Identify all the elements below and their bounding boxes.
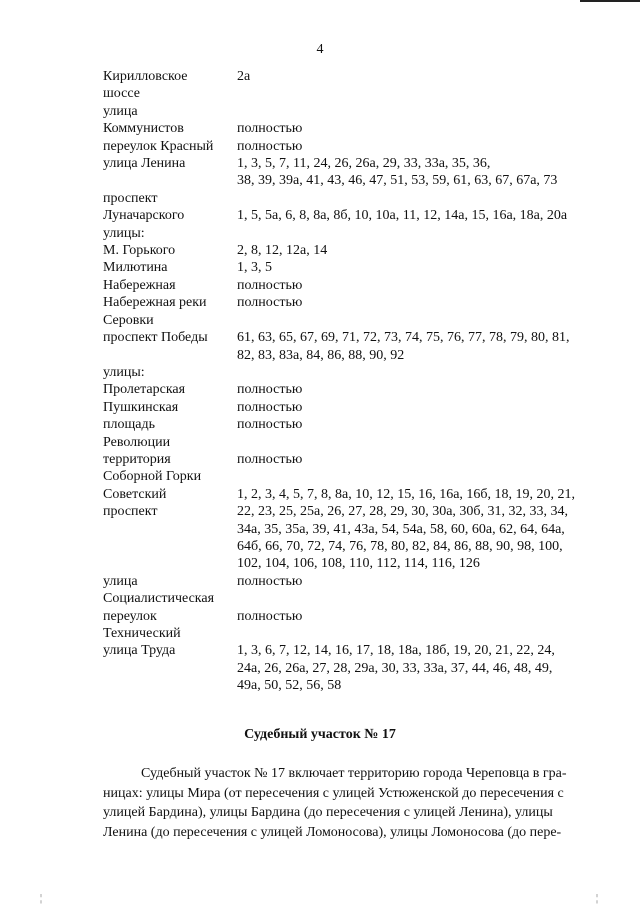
street-label-line: Пролетарская xyxy=(103,382,186,398)
street-label-line: проспект Победы xyxy=(103,330,208,346)
street-label-line: улицы: xyxy=(103,364,145,380)
street-label-line: Луначарского xyxy=(103,208,185,224)
house-numbers xyxy=(237,155,623,190)
paragraph-line: Судебный участок № 17 включает территорию города Череповца в гра- xyxy=(141,766,567,781)
house-numbers xyxy=(237,259,623,276)
table-row xyxy=(103,138,623,155)
street-label-line: площадь xyxy=(103,417,155,433)
table-row xyxy=(103,120,623,137)
house-numbers xyxy=(237,381,623,398)
street-label-line: улица xyxy=(103,103,138,119)
table-row xyxy=(103,381,623,398)
street-label xyxy=(103,451,237,486)
house-numbers-line: 49а, 50, 52, 56, 58 xyxy=(237,678,342,694)
table-row xyxy=(103,573,623,608)
house-numbers-line: 1, 3, 5 xyxy=(237,260,272,276)
house-numbers xyxy=(237,451,623,468)
house-numbers-line: полностью xyxy=(237,399,303,415)
street-label xyxy=(103,68,237,120)
house-numbers-line: 1, 3, 6, 7, 12, 14, 16, 17, 18, 18а, 18б, 19, 20, 21, 22, 24, xyxy=(237,643,555,659)
house-numbers-line: 22, 23, 25, 25а, 26, 27, 28, 29, 30, 30а, 30б, 31, 32, 33, 34, xyxy=(237,504,569,520)
street-label xyxy=(103,259,237,276)
house-numbers-line: 64б, 66, 70, 72, 74, 76, 78, 80, 82, 84, 86, 88, 90, 98, 100, xyxy=(237,538,563,554)
street-label xyxy=(103,225,237,242)
house-numbers xyxy=(237,399,623,416)
street-label-line: Пушкинская xyxy=(103,399,179,415)
house-numbers-line: 1, 5, 5а, 6, 8, 8а, 8б, 10, 10а, 11, 12, 14а, 15, 16а, 18а, 20а xyxy=(237,208,568,224)
street-label xyxy=(103,381,237,398)
table-row xyxy=(103,155,623,190)
house-numbers xyxy=(237,207,623,224)
house-numbers xyxy=(237,277,623,294)
house-numbers xyxy=(237,329,623,364)
house-numbers-line: полностью xyxy=(237,573,303,589)
street-label-line: Кирилловское xyxy=(103,69,188,84)
street-label xyxy=(103,190,237,207)
table-row xyxy=(103,399,623,416)
street-label-line: улица Ленина xyxy=(103,156,186,172)
street-label xyxy=(103,608,237,643)
house-numbers-line: 1, 2, 3, 4, 5, 7, 8, 8а, 10, 12, 15, 16, 16а, 16б, 18, 19, 20, 21, xyxy=(237,486,576,502)
house-numbers-line: полностью xyxy=(237,608,303,624)
table-row xyxy=(103,68,623,120)
house-numbers xyxy=(237,294,623,311)
house-numbers-line: 38, 39, 39а, 41, 43, 46, 47, 51, 53, 59, 61, 63, 67, 67а, 73 xyxy=(237,173,558,189)
house-numbers-line: 2, 8, 12, 12а, 14 xyxy=(237,243,328,259)
house-numbers-line: полностью xyxy=(237,138,303,154)
street-label-line: территория xyxy=(103,451,171,467)
street-label-line: улица xyxy=(103,573,138,589)
street-label xyxy=(103,120,237,137)
house-numbers xyxy=(237,642,623,694)
table-row xyxy=(103,207,623,224)
house-numbers xyxy=(237,573,623,590)
street-label xyxy=(103,138,237,155)
street-label-line: Революции xyxy=(103,434,171,450)
street-label xyxy=(103,416,237,451)
table-row xyxy=(103,608,623,643)
street-label xyxy=(103,573,237,608)
table-row xyxy=(103,642,623,694)
street-label-line: переулок xyxy=(103,608,157,624)
house-numbers-line: 34а, 35, 35а, 39, 41, 43а, 54, 54а, 58, 60, 60а, 62, 64, 64а, xyxy=(237,521,565,537)
street-label-line: Коммунистов xyxy=(103,121,184,137)
street-label-line: Набережная xyxy=(103,277,176,293)
section-heading: Судебный участок № 17 xyxy=(244,727,396,742)
street-label-line: Советский xyxy=(103,486,167,502)
table-row xyxy=(103,190,623,207)
street-label xyxy=(103,642,237,659)
table-row xyxy=(103,242,623,259)
top-rule xyxy=(580,0,640,2)
street-label-line: переулок Красный xyxy=(103,138,214,154)
address-table xyxy=(103,68,623,695)
table-row xyxy=(103,364,623,381)
table-row xyxy=(103,294,623,329)
table-row xyxy=(103,277,623,294)
scan-mark-left: ¦ xyxy=(40,893,43,904)
street-label-line: Набережная реки xyxy=(103,295,207,311)
table-row xyxy=(103,451,623,486)
house-numbers-line: полностью xyxy=(237,382,303,398)
street-label-line: проспект xyxy=(103,504,158,520)
street-label xyxy=(103,207,237,224)
house-numbers xyxy=(237,416,623,433)
scan-mark-right: ¦ xyxy=(596,893,599,904)
table-row xyxy=(103,259,623,276)
street-label xyxy=(103,364,237,381)
street-label-line: Милютина xyxy=(103,260,168,276)
house-numbers-line: 2а xyxy=(237,69,251,84)
street-label xyxy=(103,329,237,346)
house-numbers-line: 82, 83, 83а, 84, 86, 88, 90, 92 xyxy=(237,347,405,363)
house-numbers xyxy=(237,120,623,137)
paragraph-line: Ленина (до пересечения с улицей Ломоносова), улицы Ломоносова (до пере- xyxy=(103,824,562,840)
page-number: 4 xyxy=(316,42,324,57)
street-label xyxy=(103,486,237,521)
street-label xyxy=(103,242,237,259)
street-label-line: Социалистическая xyxy=(103,591,215,607)
street-label-line: Технический xyxy=(103,626,181,641)
house-numbers-line: 61, 63, 65, 67, 69, 71, 72, 73, 74, 75, 76, 77, 78, 79, 80, 81, xyxy=(237,330,570,346)
house-numbers xyxy=(237,68,623,85)
house-numbers xyxy=(237,242,623,259)
house-numbers-line: полностью xyxy=(237,417,303,433)
table-row xyxy=(103,486,623,573)
house-numbers-line: 102, 104, 106, 108, 110, 112, 114, 116, 126 xyxy=(237,556,480,572)
section-paragraph xyxy=(103,764,590,842)
street-label xyxy=(103,294,237,329)
house-numbers xyxy=(237,608,623,625)
house-numbers-line: 1, 3, 5, 7, 11, 24, 26, 26а, 29, 33, 33а, 35, 36, xyxy=(237,156,491,172)
street-label-line: шоссе xyxy=(103,86,140,102)
house-numbers-line: 24а, 26, 26а, 27, 28, 29а, 30, 33, 33а, 37, 44, 46, 48, 49, xyxy=(237,660,553,676)
paragraph-line: ницах: улицы Мира (от пересечения с улицей Устюженской до пересечения с xyxy=(103,785,564,801)
street-label xyxy=(103,277,237,294)
street-label-line: улица Труда xyxy=(103,643,176,659)
house-numbers-line: полностью xyxy=(237,277,303,293)
house-numbers-line: полностью xyxy=(237,295,303,311)
house-numbers-line: полностью xyxy=(237,121,303,137)
house-numbers xyxy=(237,486,623,573)
house-numbers xyxy=(237,138,623,155)
street-label xyxy=(103,155,237,172)
paragraph-line: улицей Бардина), улицы Бардина (до пересечения с улицей Ленина), улицы xyxy=(103,805,553,820)
street-label-line: улицы: xyxy=(103,225,145,241)
house-numbers-line: полностью xyxy=(237,451,303,467)
table-row xyxy=(103,329,623,364)
table-row xyxy=(103,416,623,451)
table-row xyxy=(103,225,623,242)
street-label-line: М. Горького xyxy=(103,243,176,259)
street-label-line: проспект xyxy=(103,190,158,206)
street-label xyxy=(103,399,237,416)
street-label-line: Соборной Горки xyxy=(103,469,202,485)
street-label-line: Серовки xyxy=(103,312,154,328)
